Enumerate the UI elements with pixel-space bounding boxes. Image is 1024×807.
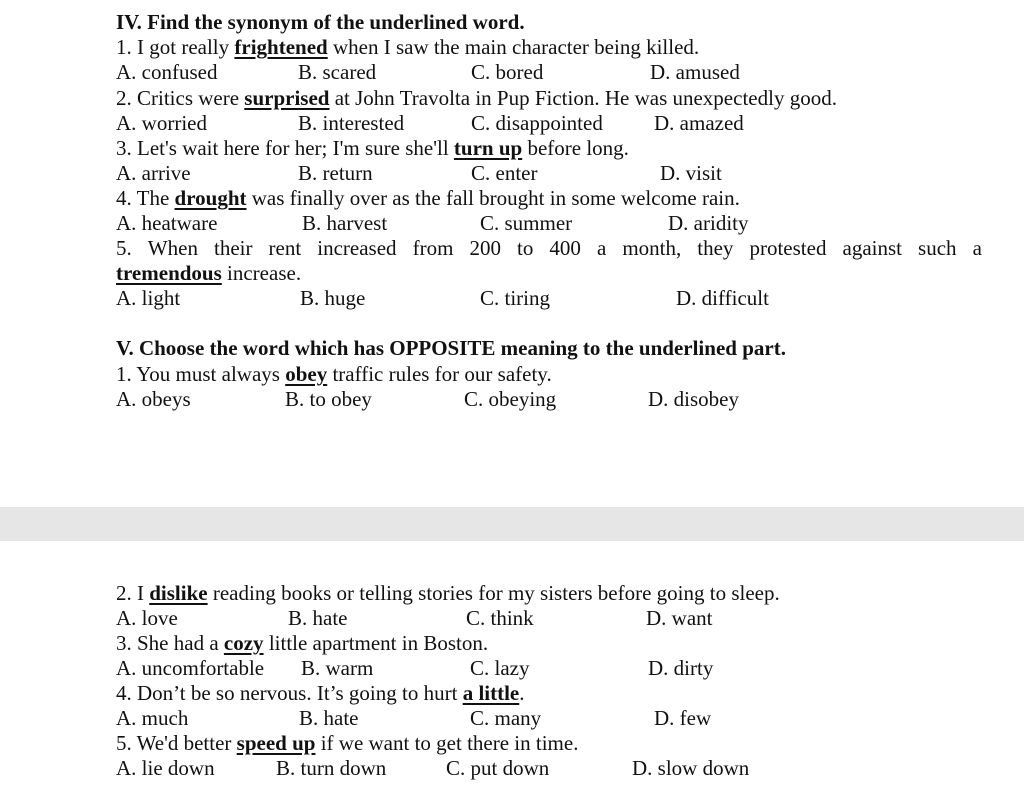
options-v-3 [116, 656, 996, 681]
option-a: A. love [116, 606, 178, 630]
question-text: traffic rules for our safety. [327, 362, 552, 386]
question-word: protested [749, 236, 827, 260]
option-c: C. lazy [470, 656, 530, 680]
question-word: to [517, 236, 534, 260]
underlined-word: cozy [223, 631, 264, 655]
option-d: D. dirty [648, 656, 714, 680]
option-a: A. uncomfortable [116, 656, 265, 680]
option-a: A. heatware [116, 211, 218, 235]
section-iv-title: IV. Find the synonym of the underlined word. [116, 10, 525, 34]
underlined-word: obey [285, 362, 328, 386]
option-d: D. amused [650, 60, 740, 84]
question-v-3 [116, 631, 488, 656]
option-d: D. amazed [654, 111, 744, 135]
question-text: 2. Critics were [116, 86, 245, 110]
question-word: a [596, 236, 607, 260]
option-c: C. disappointed [471, 111, 603, 135]
underlined-word: dislike [149, 581, 208, 605]
question-word: When [147, 236, 198, 260]
question-iv-5-line-1 [116, 236, 982, 261]
question-word: a [972, 236, 982, 260]
options-iv-4 [116, 211, 996, 236]
option-a: A. light [116, 286, 181, 310]
question-word: 5. [116, 236, 132, 260]
question-text: increase. [221, 261, 302, 285]
option-d: D. difficult [676, 286, 769, 310]
question-text: was finally over as the fall brought in some welcome rain. [246, 186, 740, 210]
option-d: D. disobey [648, 387, 739, 411]
option-c: C. think [466, 606, 534, 630]
question-text: 4. The [116, 186, 175, 210]
option-d: D. aridity [668, 211, 749, 235]
option-d: D. few [654, 706, 712, 730]
option-b: B. warm [301, 656, 374, 680]
question-text: 1. I got really [116, 35, 235, 59]
question-text: before long. [522, 136, 629, 160]
underlined-word: a little [462, 681, 520, 705]
question-iv-5-line-2 [116, 261, 301, 286]
question-text: when I saw the main character being killed. [327, 35, 700, 59]
option-d: D. slow down [632, 756, 750, 780]
option-a: A. confused [116, 60, 218, 84]
question-word: 400 [549, 236, 581, 260]
option-c: C. summer [480, 211, 573, 235]
question-iv-2 [116, 86, 837, 111]
options-v-1 [116, 387, 996, 412]
question-word: increased [317, 236, 397, 260]
option-b: B. hate [299, 706, 359, 730]
option-b: B. to obey [285, 387, 372, 411]
question-word: month, [622, 236, 682, 260]
option-c: C. put down [446, 756, 550, 780]
question-word: such [918, 236, 957, 260]
question-word: rent [268, 236, 302, 260]
question-iv-4 [116, 186, 740, 211]
question-word: 200 [469, 236, 501, 260]
question-text: if we want to get there in time. [315, 731, 579, 755]
question-text: 1. You must always [116, 362, 286, 386]
question-iv-3 [116, 136, 629, 161]
option-c: C. tiring [480, 286, 551, 310]
underlined-word: drought [174, 186, 247, 210]
question-text: little apartment in Boston. [263, 631, 489, 655]
question-text: 3. Let's wait here for her; I'm sure she'll [116, 136, 454, 160]
option-c: C. bored [471, 60, 544, 84]
question-text: . [519, 681, 525, 705]
options-iv-2 [116, 111, 996, 136]
options-v-5 [116, 756, 996, 781]
question-word: against [842, 236, 902, 260]
question-text: 4. Don’t be so nervous. It’s going to hurt [116, 681, 463, 705]
options-iv-1 [116, 60, 996, 85]
option-b: B. hate [288, 606, 348, 630]
underlined-word: surprised [244, 86, 330, 110]
option-a: A. worried [116, 111, 207, 135]
option-a: A. obeys [116, 387, 191, 411]
section-v-title: V. Choose the word which has OPPOSITE meaning to the underlined part. [116, 336, 786, 360]
question-word: they [697, 236, 734, 260]
question-text: at John Travolta in Pup Fiction. He was unexpectedly good. [329, 86, 837, 110]
question-v-4 [116, 681, 525, 706]
options-v-4 [116, 706, 996, 731]
underlined-word: tremendous [116, 261, 222, 285]
question-v-5 [116, 731, 578, 756]
option-b: B. return [298, 161, 373, 185]
options-v-2 [116, 606, 996, 631]
option-b: B. turn down [276, 756, 387, 780]
question-word: their [214, 236, 253, 260]
option-b: B. huge [300, 286, 366, 310]
option-c: C. many [470, 706, 542, 730]
option-a: A. lie down [116, 756, 215, 780]
question-text: 3. She had a [116, 631, 224, 655]
options-iv-5 [116, 286, 996, 311]
option-d: D. want [646, 606, 713, 630]
underlined-word: speed up [236, 731, 316, 755]
underlined-word: frightened [234, 35, 328, 59]
option-c: C. obeying [464, 387, 557, 411]
question-v-1 [116, 362, 552, 387]
option-b: B. scared [298, 60, 377, 84]
options-iv-3 [116, 161, 996, 186]
option-c: C. enter [471, 161, 538, 185]
option-a: A. much [116, 706, 189, 730]
option-a: A. arrive [116, 161, 191, 185]
underlined-word: turn up [453, 136, 523, 160]
question-text: reading books or telling stories for my sisters before going to sleep. [207, 581, 780, 605]
option-b: B. interested [298, 111, 405, 135]
question-word: from [412, 236, 454, 260]
question-iv-1 [116, 35, 699, 60]
option-d: D. visit [660, 161, 722, 185]
question-text: 2. I [116, 581, 150, 605]
question-v-2 [116, 581, 780, 606]
document-page-2 [0, 541, 1024, 807]
question-text: 5. We'd better [116, 731, 237, 755]
option-b: B. harvest [302, 211, 388, 235]
